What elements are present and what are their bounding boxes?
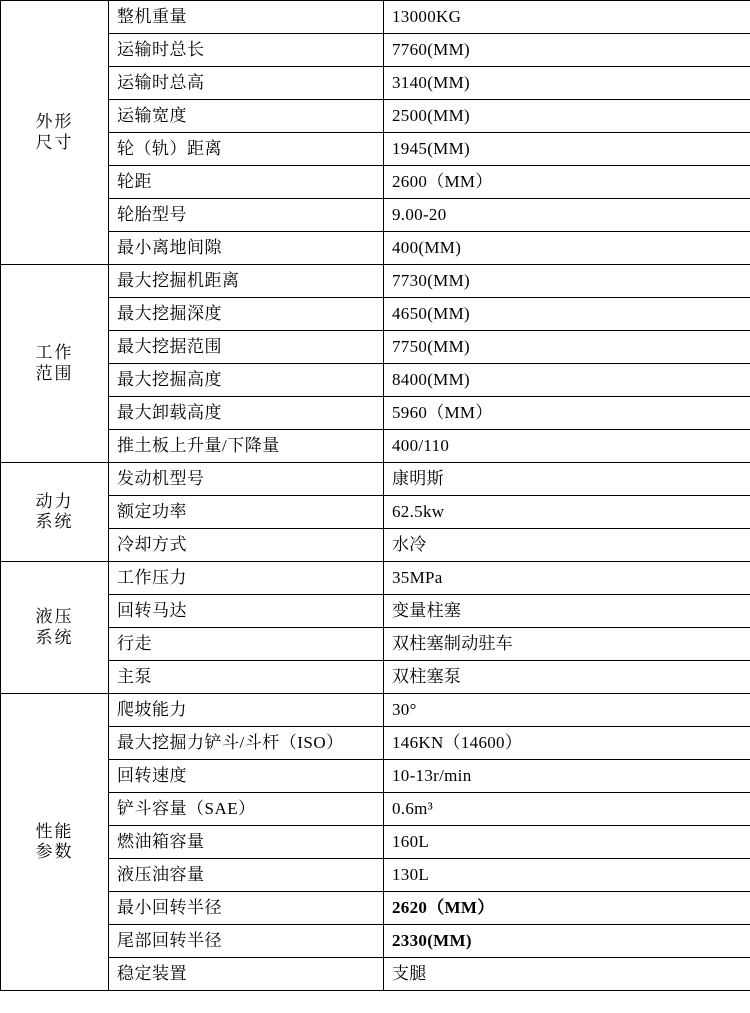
spec-item-value: 7750(MM) [384,331,750,364]
spec-item-value: 5960（MM） [384,397,750,430]
spec-item-value: 2600（MM） [384,166,750,199]
table-row [1,133,750,166]
spec-item-value: 7760(MM) [384,34,750,67]
spec-item-value: 2500(MM) [384,100,750,133]
spec-item-value: 160L [384,826,750,859]
spec-item-label: 运输时总高 [109,67,384,100]
spec-item-label: 运输宽度 [109,100,384,133]
spec-item-value: 康明斯 [384,463,750,496]
spec-item-label: 燃油箱容量 [109,826,384,859]
spec-item-label: 发动机型号 [109,463,384,496]
spec-item-label: 轮（轨）距离 [109,133,384,166]
spec-item-label: 整机重量 [109,1,384,34]
table-row [1,265,750,298]
spec-item-value: 水冷 [384,529,750,562]
group-label-cell [1,1,109,265]
spec-item-value: 400/110 [384,430,750,463]
table-row [1,199,750,232]
table-row [1,331,750,364]
table-row [1,958,750,991]
table-row [1,925,750,958]
table-row [1,166,750,199]
table-row [1,694,750,727]
group-label-cell [1,562,109,694]
spec-item-value: 62.5kw [384,496,750,529]
group-label-cell [1,265,109,463]
spec-item-value: 1945(MM) [384,133,750,166]
spec-item-label: 冷却方式 [109,529,384,562]
table-row [1,859,750,892]
spec-item-value: 7730(MM) [384,265,750,298]
spec-item-label: 最小离地间隙 [109,232,384,265]
group-label-line: 系统 [35,512,74,531]
group-label-line: 系统 [35,627,74,647]
spec-item-value: 支腿 [384,958,750,991]
spec-item-value: 0.6m³ [384,793,750,826]
spec-item-label: 推土板上升量/下降量 [109,430,384,463]
spec-item-value: 3140(MM) [384,67,750,100]
table-row [1,628,750,661]
spec-item-label: 稳定装置 [109,958,384,991]
spec-item-label: 额定功率 [109,496,384,529]
spec-item-label: 尾部回转半径 [109,925,384,958]
group-label-line: 范围 [35,363,74,383]
spec-item-label: 最大挖掘深度 [109,298,384,331]
spec-item-label: 爬坡能力 [109,694,384,727]
spec-item-label: 铲斗容量（SAE） [109,793,384,826]
spec-item-value: 146KN（14600） [384,727,750,760]
group-label-cell [1,694,109,991]
table-row [1,67,750,100]
spec-item-value: 双柱塞制动驻车 [384,628,750,661]
spec-item-value: 13000KG [384,1,750,34]
table-row [1,463,750,496]
table-row [1,298,750,331]
spec-item-label: 回转速度 [109,760,384,793]
table-row [1,34,750,67]
group-label-line: 外形 [35,112,74,132]
spec-item-label: 运输时总长 [109,34,384,67]
group-label-line: 尺寸 [35,132,74,152]
spec-item-value: 9.00-20 [384,199,750,232]
group-label-line: 液压 [35,607,74,627]
table-row [1,727,750,760]
spec-item-label: 液压油容量 [109,859,384,892]
table-row [1,496,750,529]
spec-item-label: 最小回转半径 [109,892,384,925]
spec-item-label: 回转马达 [109,595,384,628]
group-label-line: 参数 [35,842,74,861]
spec-item-value: 400(MM) [384,232,750,265]
spec-item-label: 最大挖掘高度 [109,364,384,397]
table-row [1,430,750,463]
table-row [1,232,750,265]
spec-item-label: 最大挖据范围 [109,331,384,364]
spec-item-value: 30° [384,694,750,727]
group-label-cell [1,463,109,562]
table-row [1,100,750,133]
table-row [1,562,750,595]
spec-item-value: 2620（MM） [384,892,750,925]
table-row [1,793,750,826]
table-row [1,397,750,430]
spec-item-label: 行走 [109,628,384,661]
table-row [1,892,750,925]
table-row [1,595,750,628]
spec-item-label: 最大挖掘力铲斗/斗杆（ISO） [109,727,384,760]
spec-item-value: 8400(MM) [384,364,750,397]
spec-item-label: 最大卸载高度 [109,397,384,430]
spec-item-value: 4650(MM) [384,298,750,331]
group-label-line: 性能 [35,821,74,841]
group-label-line: 动力 [35,491,74,511]
group-label-line: 工作 [35,343,74,363]
spec-item-label: 轮距 [109,166,384,199]
table-row [1,364,750,397]
table-row [1,529,750,562]
spec-item-value: 变量柱塞 [384,595,750,628]
spec-item-value: 130L [384,859,750,892]
spec-item-label: 最大挖掘机距离 [109,265,384,298]
table-row [1,1,750,34]
spec-item-label: 工作压力 [109,562,384,595]
table-row [1,760,750,793]
spec-item-label: 主泵 [109,661,384,694]
spec-item-value: 35MPa [384,562,750,595]
spec-item-value: 2330(MM) [384,925,750,958]
spec-item-label: 轮胎型号 [109,199,384,232]
table-row [1,661,750,694]
table-row [1,826,750,859]
spec-item-value: 10-13r/min [384,760,750,793]
spec-item-value: 双柱塞泵 [384,661,750,694]
specification-table-body [1,1,750,991]
